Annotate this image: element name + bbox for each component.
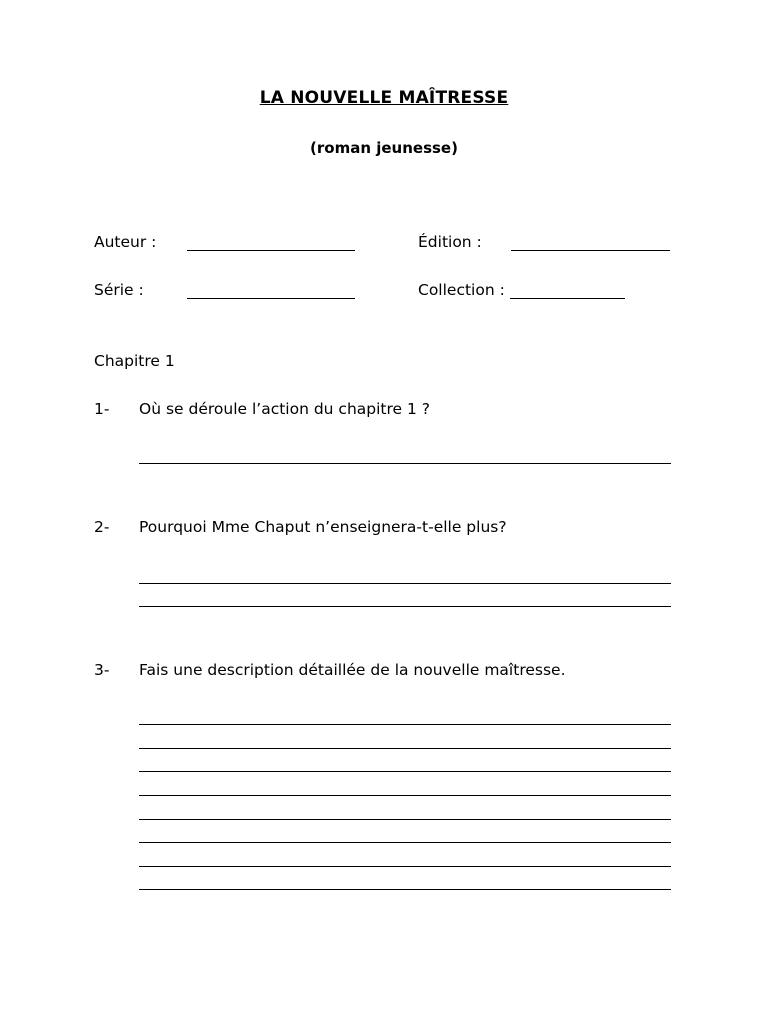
auteur-label: Auteur : [94, 233, 157, 251]
answer-line[interactable] [139, 842, 671, 843]
collection-label: Collection : [418, 281, 505, 299]
question-text: Pourquoi Mme Chaput n’enseignera-t-elle plus? [139, 518, 507, 536]
edition-answer-line[interactable] [511, 250, 670, 251]
auteur-answer-line[interactable] [187, 250, 355, 251]
serie-label: Série : [94, 281, 144, 299]
collection-answer-line[interactable] [510, 298, 625, 299]
answer-line[interactable] [139, 748, 671, 749]
answer-line[interactable] [139, 724, 671, 725]
document-subtitle: (roman jeunesse) [310, 139, 458, 157]
answer-line[interactable] [139, 771, 671, 772]
document-title: LA NOUVELLE MAÎTRESSE [259, 88, 509, 108]
answer-line[interactable] [139, 819, 671, 820]
answer-line[interactable] [139, 795, 671, 796]
question-text: Fais une description détaillée de la nouvelle maîtresse. [139, 661, 566, 679]
question-text: Où se déroule l’action du chapitre 1 ? [139, 400, 431, 418]
answer-line[interactable] [139, 583, 671, 584]
edition-label: Édition : [418, 233, 482, 251]
question-number: 2- [94, 518, 110, 536]
answer-line[interactable] [139, 866, 671, 867]
question-number: 3- [94, 661, 110, 679]
serie-answer-line[interactable] [187, 298, 355, 299]
answer-line[interactable] [139, 889, 671, 890]
answer-line[interactable] [139, 463, 671, 464]
question-number: 1- [94, 400, 110, 418]
chapter-heading: Chapitre 1 [94, 352, 175, 370]
answer-line[interactable] [139, 606, 671, 607]
